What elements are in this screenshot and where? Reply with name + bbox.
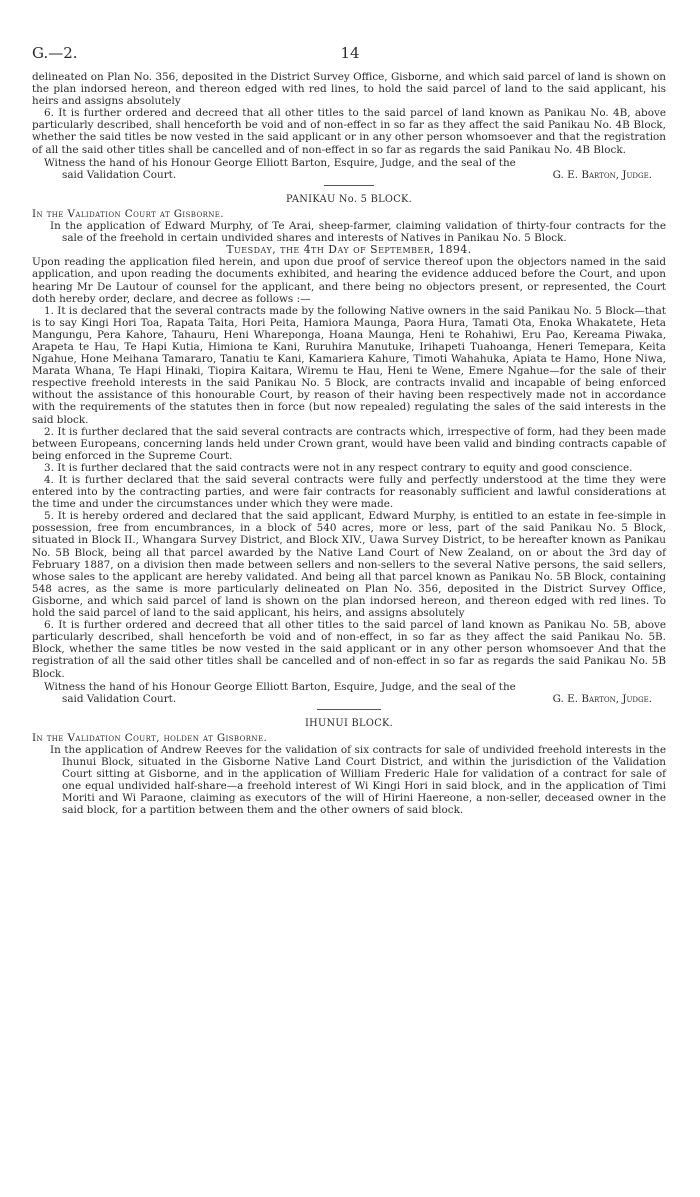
paragraph-4: 4. It is further declared that the said several contracts were fully and perfectly understood at the time they were entered into by the contracting parties, and were fair contracts for reasonably sufficient and lawful considerations at the time and under the circumstances under which they were made. bbox=[32, 474, 666, 511]
witness-text: Witness the hand of his Honour George Elliott Barton, Esquire, Judge, and the seal of the bbox=[44, 680, 516, 693]
paragraph-5: 5. It is hereby ordered and declared that the said applicant, Edward Murphy, is entitled to an estate in fee-simple in possession, free from encumbrances, in a block of 540 acres, more or less, part of the said Panikau No. 5 Block, situated in Block II., Whangara Survey District, and Block XIV., Uawa Survey District, to be hereafter known as Panikau No. 5B Block, being all that parcel awarded by the Native Land Court of New Zealand, on or about the 3rd day of February 1887, on a division then made between sellers and non-sellers to the several Native persons, the said sellers, whose sales to the applicant are hereby validated. And being all that parcel known as Panikau No. 5B Block, containing 548 acres, as the same is more particularly delineated on Plan No. 356, deposited in the District Survey Office, Gisborne, and which said parcel of land is shown on the plan indorsed hereon, and thereon edged with red lines. To hold the said parcel of land to the said applicant, his heirs, and assigns absolutely bbox=[32, 510, 666, 620]
paragraph-3: 3. It is further declared that the said contracts were not in any respect contrary to equity and good conscience. bbox=[44, 461, 633, 474]
document-reference: G.—2. bbox=[32, 44, 78, 62]
hearing-date: Tuesday, the 4th Day of September, 1894. bbox=[226, 243, 472, 257]
application-paragraph: In the application of Andrew Reeves for the validation of six contracts for sale of undivided freehold interests in the Ihunui Block, situated in the Gisborne Native Land Court District, and within the jurisdiction of the Validation Court sitting at Gisborne, and in the application of William Frederic Hale for validation of a contract for sale of one equal undivided half-share—a freehold interest of Wi Kingi Hori in said block, and in the application of Timi Moriti and Wi Paraone, claiming as executors of the will of Hirini Haereone, a non-seller, deceased owner in the said block, for a partition between them and the other owners of said block. bbox=[50, 743, 666, 817]
court-heading: In the Validation Court, holden at Gisborne. bbox=[32, 731, 268, 744]
witness-clause bbox=[32, 157, 666, 181]
section-divider bbox=[324, 185, 374, 186]
section-title: PANIKAU No. 5 BLOCK. bbox=[285, 193, 413, 205]
intro-paragraph: Upon reading the application filed herein, and upon due proof of service thereof upon the objectors named in the said application, and upon reading the documents exhibited, and hearing the evidence adduced before the Court, and upon hearing Mr De Lautour of counsel for the applicant, and there being no objectors present, or represented, the Court doth hereby order, declare, and decree as follows :— bbox=[32, 256, 666, 305]
section-divider bbox=[317, 709, 381, 710]
paragraph-1: 1. It is declared that the several contracts made by the following Native owners in the said Panikau No. 5 Block—that is to say Kingi Hori Toa, Rapata Taita, Hori Peita, Hamiora Maunga, Paora Hura, Tamati Ota, Enoka Whakatete, Heta Mangungu, Pera Kahore, Tahauru, Heni Whareponga, Hoana Maunga, Heni te Rohahiwi, Eru Pao, Kereama Piwaka, Arapeta te Hau, Te Hapi Kutia, Himiona te Kani, Ruruhira Manutuke, Irihapeti Tuahoanga, Heneri Temepara, Keita Ngahue, Hone Meihana Tamararo, Tanatiu te Kani, Kamariera Kahure, Timoti Wahahuka, Apiata te Hamo, Hone Niwa, Marata Whana, Te Hapi Hinaki, Tiopira Kaitara, Wiremu te Hau, Heni te Wene, Emere Ngahue—for the sale of their respective freehold interests in the said Panikau No. 5 Block, are contracts invalid and incapable of being enforced without the assistance of this honourable Court, by reason of their having been respectively made not in accordance with the requirements of the statutes then in force (but now repealed) regulating the sales of the said interests in the said block. bbox=[32, 304, 666, 426]
continuation-paragraph: delineated on Plan No. 356, deposited in the District Survey Office, Gisborne, and which said parcel of land is shown on the plan indorsed hereon, and thereon edged with red lines, to hold the said parcel of land to the said applicant, his heirs and assigns absolutely bbox=[32, 71, 666, 108]
court-heading: In the Validation Court at Gisborne. bbox=[32, 207, 225, 220]
judge-signature: G. E. Barton, Judge. bbox=[552, 692, 652, 705]
paragraph-6: 6. It is further ordered and decreed that all other titles to the said parcel of land known as Panikau No. 4B, above particularly described, shall henceforth be void and of non-effect in so far as they affect the said Panikau No. 4B Block, whether the said titles be now vested in the said applicant or in any other person whomsoever and that the registration of all the said other titles shall be cancelled and of non-effect in so far as regards the said Panikau No. 4B Block. bbox=[32, 107, 666, 156]
application-paragraph: In the application of Edward Murphy, of Te Arai, sheep-farmer, claiming validation of thirty-four contracts for the sale of the freehold in certain undivided shares and interests of Natives in Panikau No. 5 Block. bbox=[50, 220, 666, 245]
document-body bbox=[32, 71, 666, 817]
page-number: 14 bbox=[340, 44, 360, 62]
witness-clause bbox=[32, 681, 666, 705]
page-header bbox=[32, 44, 668, 62]
paragraph-6: 6. It is further ordered and decreed that all other titles to the said parcel of land known as Panikau No. 5B, above particularly described, shall henceforth be void and of non-effect, in so far as they affect the said Panikau No. 5B. Block, whether the same titles be now vested in the said applicant or in any other person whomsoever And that the registration of all the said other titles shall be cancelled and of non-effect in so far as regards the said Panikau No. 5B Block. bbox=[32, 619, 666, 680]
section-title: IHUNUI BLOCK. bbox=[304, 717, 394, 729]
witness-text: Witness the hand of his Honour George Elliott Barton, Esquire, Judge, and the seal of the bbox=[44, 156, 516, 169]
judge-signature: G. E. Barton, Judge. bbox=[552, 168, 652, 181]
witness-court: said Validation Court. bbox=[62, 168, 177, 181]
paragraph-2: 2. It is further declared that the said several contracts are contracts which, irrespective of form, had they been made between Europeans, concerning lands held under Crown grant, would have been valid and binding contracts capable of being enforced in the Supreme Court. bbox=[32, 425, 666, 462]
witness-court: said Validation Court. bbox=[62, 692, 177, 705]
